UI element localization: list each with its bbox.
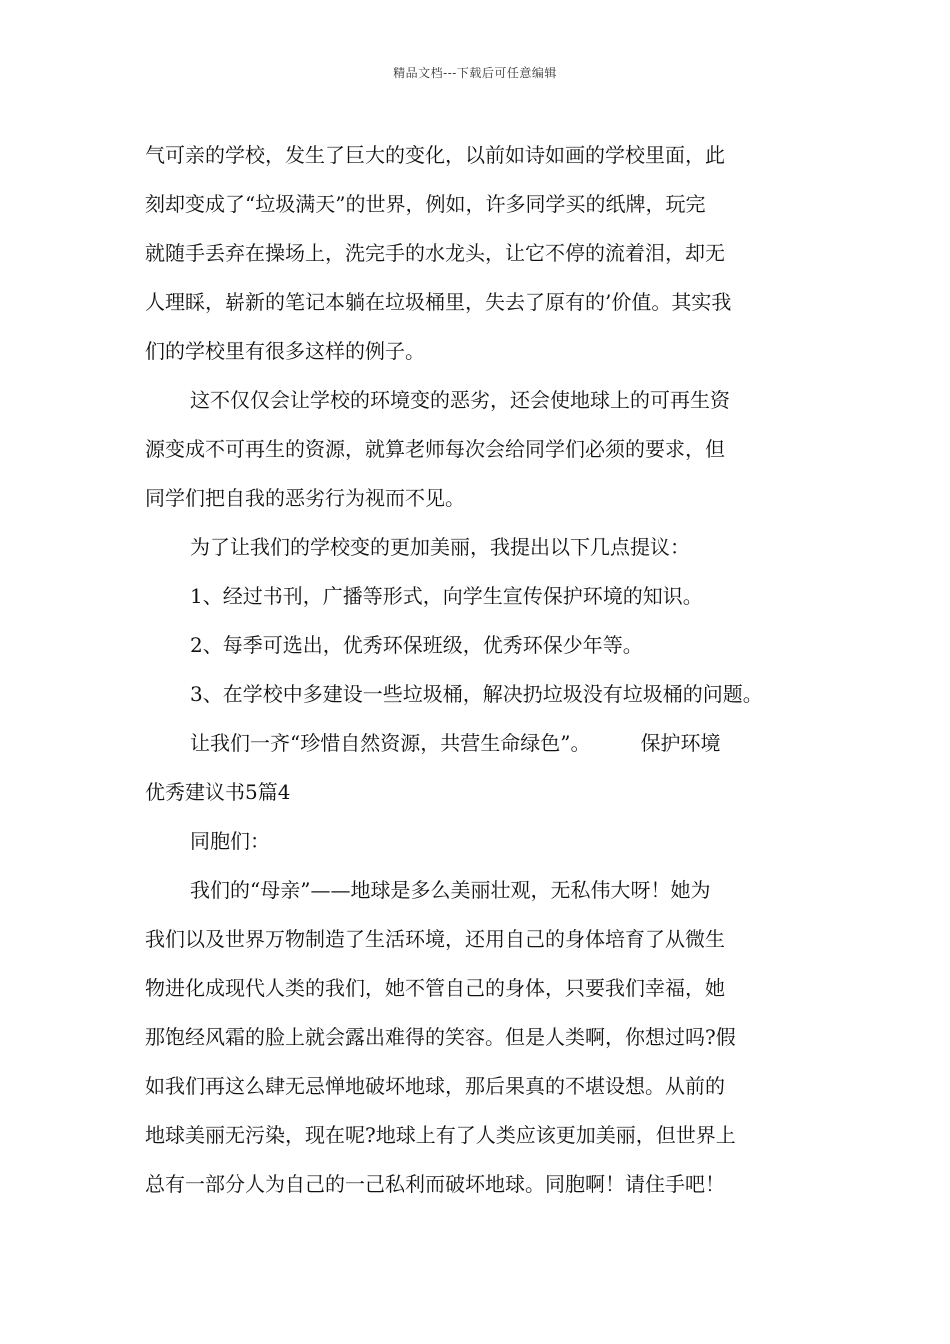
text-line: 这不仅仅会让学校的环境变的恶劣，还会使地球上的可再生资 bbox=[190, 388, 730, 412]
text-line: 我们以及世界万物制造了生活环境，还用自己的身体培育了从微生 bbox=[145, 927, 725, 951]
text-line: 源变成不可再生的资源，就算老师每次会给同学们必须的要求，但 bbox=[145, 437, 725, 461]
text-line: 同学们把自我的恶劣行为视而不见。 bbox=[145, 486, 465, 510]
text-line: 总有一部分人为自己的一己私利而破坏地球。同胞啊！请住手吧！ bbox=[145, 1172, 725, 1196]
text-line: 就随手丢弃在操场上，洗完手的水龙头，让它不停的流着泪，却无 bbox=[145, 241, 725, 265]
list-item: 3、在学校中多建设一些垃圾桶，解决扔垃圾没有垃圾桶的问题。 bbox=[190, 682, 763, 706]
section-title-start: 保护环境 bbox=[640, 731, 721, 755]
text-line: 那饱经风霜的脸上就会露出难得的笑容。但是人类啊，你想过吗?假 bbox=[145, 1025, 736, 1049]
text-line: 地球美丽无污染，现在呢?地球上有了人类应该更加美丽，但世界上 bbox=[145, 1123, 736, 1147]
text-line: 刻却变成了“垃圾满天”的世界，例如，许多同学买的纸牌，玩完 bbox=[145, 192, 706, 216]
text-line: 物进化成现代人类的我们，她不管自己的身体，只要我们幸福，她 bbox=[145, 976, 725, 1000]
text-line: 如我们再这么肆无忌惮地破坏地球，那后果真的不堪设想。从前的 bbox=[145, 1074, 725, 1098]
text-line: 我们的“母亲”——地球是多么美丽壮观，无私伟大呀！她为 bbox=[190, 878, 711, 902]
document-body bbox=[145, 131, 820, 1209]
text-line: 们的学校里有很多这样的例子。 bbox=[145, 339, 425, 363]
page-header: 精品文档---下载后可任意编辑 bbox=[393, 66, 557, 80]
text-line: 为了让我们的学校变的更加美丽，我提出以下几点提议： bbox=[190, 535, 690, 559]
closing-slogan: 让我们一齐“珍惜自然资源，共营生命绿色”。 bbox=[190, 731, 591, 755]
text-line bbox=[145, 719, 820, 768]
section-title: 优秀建议书5篇4 bbox=[145, 780, 291, 804]
text-line: 人理睬，崭新的笔记本躺在垃圾桶里，失去了原有的’价值。其实我 bbox=[145, 290, 732, 314]
list-item: 2、每季可选出，优秀环保班级，优秀环保少年等。 bbox=[190, 633, 643, 657]
salutation: 同胞们： bbox=[190, 829, 270, 853]
list-item: 1、经过书刊，广播等形式，向学生宣传保护环境的知识。 bbox=[190, 584, 703, 608]
text-line: 气可亲的学校，发生了巨大的变化，以前如诗如画的学校里面，此 bbox=[145, 143, 725, 167]
